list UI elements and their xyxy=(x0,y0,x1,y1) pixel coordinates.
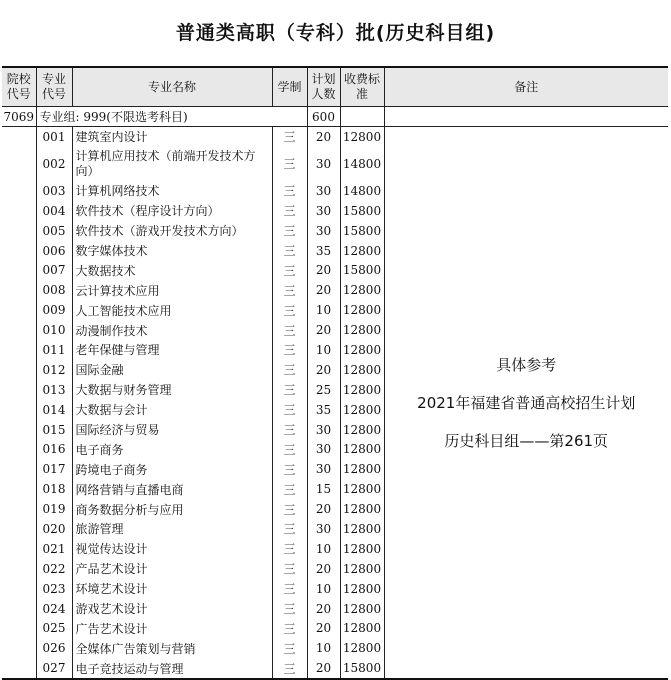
note-cell xyxy=(384,127,668,680)
school-code-cell xyxy=(2,618,36,638)
fee-cell: 12800 xyxy=(340,459,384,479)
school-code-cell xyxy=(2,201,36,221)
fee-cell: 12800 xyxy=(340,618,384,638)
major-name-cell: 云计算技术应用 xyxy=(72,280,272,300)
group-plan: 600 xyxy=(307,107,340,127)
school-code-cell xyxy=(2,658,36,679)
plan-cell: 30 xyxy=(307,420,340,440)
duration-cell: 三 xyxy=(272,181,307,201)
school-code-cell xyxy=(2,360,36,380)
table-header-row xyxy=(2,67,668,107)
fee-cell: 12800 xyxy=(340,300,384,320)
major-name-cell: 大数据与财务管理 xyxy=(72,380,272,400)
duration-cell: 三 xyxy=(272,519,307,539)
plan-cell: 25 xyxy=(307,380,340,400)
fee-cell: 12800 xyxy=(340,499,384,519)
fee-cell: 12800 xyxy=(340,599,384,619)
duration-cell: 三 xyxy=(272,260,307,280)
school-code-cell xyxy=(2,380,36,400)
school-code-cell xyxy=(2,221,36,241)
plan-cell: 20 xyxy=(307,618,340,638)
major-code-cell: 017 xyxy=(36,459,72,479)
duration-cell: 三 xyxy=(272,559,307,579)
duration-cell: 三 xyxy=(272,300,307,320)
major-name-cell: 国际经济与贸易 xyxy=(72,420,272,440)
group-note-empty xyxy=(384,107,668,127)
school-code-cell xyxy=(2,479,36,499)
plan-cell: 20 xyxy=(307,260,340,280)
major-name-cell: 跨境电子商务 xyxy=(72,459,272,479)
duration-cell: 三 xyxy=(272,499,307,519)
major-name-cell: 广告艺术设计 xyxy=(72,618,272,638)
major-name-cell: 计算机网络技术 xyxy=(72,181,272,201)
major-code-cell: 020 xyxy=(36,519,72,539)
fee-cell: 12800 xyxy=(340,241,384,261)
plan-cell: 15 xyxy=(307,479,340,499)
note-line3: 历史科目组——第261页 xyxy=(444,431,609,450)
header-major-code: 专业代号 xyxy=(36,67,72,107)
plan-cell: 30 xyxy=(307,459,340,479)
fee-cell: 15800 xyxy=(340,658,384,679)
fee-cell: 12800 xyxy=(340,638,384,658)
major-code-cell: 016 xyxy=(36,439,72,459)
plan-cell: 20 xyxy=(307,658,340,679)
fee-cell: 12800 xyxy=(340,400,384,420)
fee-cell: 12800 xyxy=(340,320,384,340)
plan-cell: 30 xyxy=(307,147,340,181)
fee-cell: 12800 xyxy=(340,479,384,499)
duration-cell: 三 xyxy=(272,340,307,360)
major-code-cell: 014 xyxy=(36,400,72,420)
major-name-cell: 电子竞技运动与管理 xyxy=(72,658,272,679)
major-code-cell: 021 xyxy=(36,539,72,559)
plan-cell: 30 xyxy=(307,519,340,539)
duration-cell: 三 xyxy=(272,280,307,300)
plan-cell: 35 xyxy=(307,241,340,261)
school-code-cell xyxy=(2,499,36,519)
major-name-cell: 大数据与会计 xyxy=(72,400,272,420)
major-code-cell: 027 xyxy=(36,658,72,679)
header-duration: 学制 xyxy=(272,67,307,107)
major-name-cell: 人工智能技术应用 xyxy=(72,300,272,320)
fee-cell: 12800 xyxy=(340,280,384,300)
fee-cell: 12800 xyxy=(340,579,384,599)
major-name-cell: 老年保健与管理 xyxy=(72,340,272,360)
major-code-cell: 005 xyxy=(36,221,72,241)
header-school-code: 院校代号 xyxy=(2,67,36,107)
major-code-cell: 023 xyxy=(36,579,72,599)
plan-cell: 30 xyxy=(307,439,340,459)
plan-cell: 10 xyxy=(307,579,340,599)
major-code-cell: 003 xyxy=(36,181,72,201)
school-code-cell xyxy=(2,280,36,300)
major-name-cell: 游戏艺术设计 xyxy=(72,599,272,619)
plan-cell: 30 xyxy=(307,181,340,201)
major-name-cell: 计算机应用技术（前端开发技术方向） xyxy=(72,147,272,181)
major-code-cell: 002 xyxy=(36,147,72,181)
fee-cell: 12800 xyxy=(340,539,384,559)
header-fee: 收费标准 xyxy=(340,67,384,107)
major-code-cell: 012 xyxy=(36,360,72,380)
duration-cell: 三 xyxy=(272,360,307,380)
major-code-cell: 013 xyxy=(36,380,72,400)
fee-cell: 15800 xyxy=(340,201,384,221)
plan-cell: 30 xyxy=(307,221,340,241)
duration-cell: 三 xyxy=(272,147,307,181)
major-code-cell: 011 xyxy=(36,340,72,360)
fee-cell: 14800 xyxy=(340,147,384,181)
major-code-cell: 006 xyxy=(36,241,72,261)
major-name-cell: 大数据技术 xyxy=(72,260,272,280)
major-name-cell: 视觉传达设计 xyxy=(72,539,272,559)
plan-cell: 20 xyxy=(307,599,340,619)
fee-cell: 12800 xyxy=(340,420,384,440)
duration-cell: 三 xyxy=(272,539,307,559)
school-code-cell xyxy=(2,638,36,658)
plan-cell: 20 xyxy=(307,499,340,519)
fee-cell: 12800 xyxy=(340,340,384,360)
major-code-cell: 009 xyxy=(36,300,72,320)
duration-cell: 三 xyxy=(272,579,307,599)
duration-cell: 三 xyxy=(272,420,307,440)
major-code-cell: 010 xyxy=(36,320,72,340)
school-code-cell xyxy=(2,241,36,261)
fee-cell: 15800 xyxy=(340,260,384,280)
group-school-code: 7069 xyxy=(2,107,36,127)
plan-cell: 10 xyxy=(307,300,340,320)
duration-cell: 三 xyxy=(272,638,307,658)
duration-cell: 三 xyxy=(272,599,307,619)
school-code-cell xyxy=(2,439,36,459)
major-name-cell: 环境艺术设计 xyxy=(72,579,272,599)
plan-cell: 10 xyxy=(307,340,340,360)
duration-cell: 三 xyxy=(272,479,307,499)
major-code-cell: 004 xyxy=(36,201,72,221)
school-code-cell xyxy=(2,599,36,619)
major-code-cell: 015 xyxy=(36,420,72,440)
page-title: 普通类高职（专科）批(历史科目组) xyxy=(175,22,496,44)
fee-cell: 12800 xyxy=(340,360,384,380)
fee-cell: 12800 xyxy=(340,559,384,579)
plan-cell: 10 xyxy=(307,638,340,658)
group-row xyxy=(2,107,668,127)
header-major-name: 专业名称 xyxy=(72,67,272,107)
duration-cell: 三 xyxy=(272,320,307,340)
group-label: 专业组: 999(不限选考科目) xyxy=(36,107,307,127)
major-code-cell: 019 xyxy=(36,499,72,519)
plan-cell: 35 xyxy=(307,400,340,420)
major-name-cell: 网络营销与直播电商 xyxy=(72,479,272,499)
plan-cell: 20 xyxy=(307,127,340,147)
major-code-cell: 007 xyxy=(36,260,72,280)
major-name-cell: 软件技术（游戏开发技术方向） xyxy=(72,221,272,241)
major-name-cell: 商务数据分析与应用 xyxy=(72,499,272,519)
major-code-cell: 025 xyxy=(36,618,72,638)
school-code-cell xyxy=(2,539,36,559)
major-code-cell: 024 xyxy=(36,599,72,619)
fee-cell: 12800 xyxy=(340,127,384,147)
school-code-cell xyxy=(2,579,36,599)
major-code-cell: 026 xyxy=(36,638,72,658)
fee-cell: 12800 xyxy=(340,439,384,459)
major-name-cell: 电子商务 xyxy=(72,439,272,459)
duration-cell: 三 xyxy=(272,400,307,420)
header-note: 备注 xyxy=(384,67,668,107)
major-name-cell: 建筑室内设计 xyxy=(72,127,272,147)
duration-cell: 三 xyxy=(272,201,307,221)
duration-cell: 三 xyxy=(272,439,307,459)
duration-cell: 三 xyxy=(272,459,307,479)
major-name-cell: 软件技术（程序设计方向） xyxy=(72,201,272,221)
school-code-cell xyxy=(2,320,36,340)
major-name-cell: 产品艺术设计 xyxy=(72,559,272,579)
plan-cell: 20 xyxy=(307,320,340,340)
school-code-cell xyxy=(2,420,36,440)
duration-cell: 三 xyxy=(272,658,307,679)
major-name-cell: 国际金融 xyxy=(72,360,272,380)
plan-cell: 20 xyxy=(307,280,340,300)
duration-cell: 三 xyxy=(272,127,307,147)
header-plan: 计划人数 xyxy=(307,67,340,107)
major-name-cell: 全媒体广告策划与营销 xyxy=(72,638,272,658)
school-code-cell xyxy=(2,459,36,479)
plan-cell: 20 xyxy=(307,559,340,579)
note-line1: 具体参考 xyxy=(496,355,557,374)
duration-cell: 三 xyxy=(272,221,307,241)
duration-cell: 三 xyxy=(272,241,307,261)
major-code-cell: 022 xyxy=(36,559,72,579)
note-line2: 2021年福建省普通高校招生计划 xyxy=(417,393,636,412)
school-code-cell xyxy=(2,181,36,201)
plan-cell: 10 xyxy=(307,539,340,559)
major-code-cell: 001 xyxy=(36,127,72,147)
fee-cell: 15800 xyxy=(340,221,384,241)
fee-cell: 12800 xyxy=(340,519,384,539)
school-code-cell xyxy=(2,340,36,360)
school-code-cell xyxy=(2,400,36,420)
major-name-cell: 数字媒体技术 xyxy=(72,241,272,261)
plan-cell: 30 xyxy=(307,201,340,221)
school-code-cell xyxy=(2,260,36,280)
group-fee-empty xyxy=(340,107,384,127)
school-code-cell xyxy=(2,300,36,320)
school-code-cell xyxy=(2,559,36,579)
school-code-cell xyxy=(2,519,36,539)
major-code-cell: 018 xyxy=(36,479,72,499)
school-code-cell xyxy=(2,147,36,181)
duration-cell: 三 xyxy=(272,618,307,638)
duration-cell: 三 xyxy=(272,380,307,400)
enrollment-plan-table xyxy=(2,66,668,680)
school-code-cell xyxy=(2,127,36,147)
table-row xyxy=(2,127,668,147)
fee-cell: 14800 xyxy=(340,181,384,201)
plan-cell: 20 xyxy=(307,360,340,380)
major-code-cell: 008 xyxy=(36,280,72,300)
major-name-cell: 动漫制作技术 xyxy=(72,320,272,340)
major-name-cell: 旅游管理 xyxy=(72,519,272,539)
fee-cell: 12800 xyxy=(340,380,384,400)
